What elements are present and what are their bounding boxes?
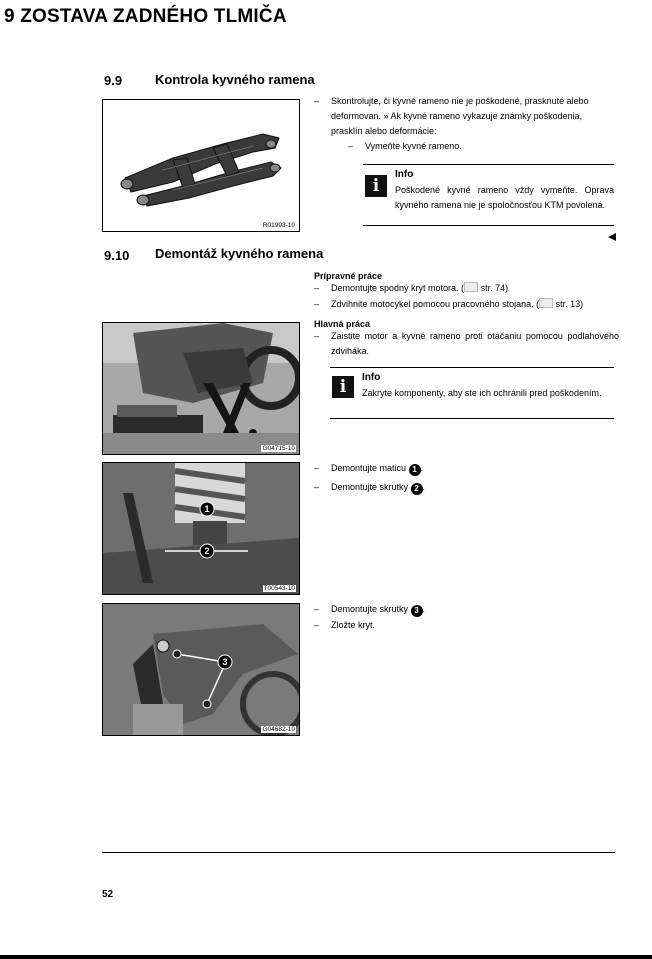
list-item-text: Demontujte skrutky (331, 482, 411, 492)
info-box (363, 164, 614, 226)
section-number: 9.10 (104, 248, 130, 263)
book-reference-icon (464, 282, 478, 292)
info-title: Info (362, 372, 381, 383)
cover-bolts-illustration (103, 604, 299, 735)
section-title: Kontrola kyvného ramena (155, 72, 315, 87)
info-text: Zakryte komponenty, aby ste ich ochránili pred poškodením. (362, 388, 602, 398)
figure-code: R01993-10 (262, 222, 295, 229)
bullet-dash: – (314, 604, 320, 614)
swingarm-figure (102, 99, 300, 232)
list-item (314, 94, 614, 139)
info-title: Info (395, 169, 414, 180)
list-item: – Demontujte skrutky 2 . (314, 482, 426, 493)
list-item-text: Demontujte maticu (331, 463, 409, 473)
bullet-dash: – (314, 96, 320, 106)
bullet-dash: – (314, 283, 320, 293)
bullet-dash: – (314, 620, 320, 630)
callout-1: 1 (204, 504, 210, 514)
figure-code: T00543-10 (263, 585, 295, 592)
swingarm-illustration (103, 100, 299, 231)
subheading-prep: Prípravné práce (314, 271, 383, 281)
motorcycle-stand-illustration (103, 323, 299, 454)
bullet-dash: – (314, 331, 320, 341)
bullet-dash: – (314, 299, 320, 309)
list-item-text: Demontujte spodný kryt motora. ( (331, 283, 465, 293)
sub-list-item-text: Vymeňte kyvné rameno. (365, 141, 462, 151)
list-item-text: Demontujte skrutky (331, 604, 411, 614)
callout-2: 2 (204, 546, 210, 556)
info-icon: i (365, 175, 387, 197)
section-number: 9.9 (104, 73, 123, 88)
list-item-text: Zaistite motor a kyvné rameno proti otáčaniu pomocou podlahového zdviháka. (331, 331, 619, 356)
cover-bolts-photo (102, 603, 300, 736)
info-box (330, 367, 614, 419)
bullet-dash: – (314, 482, 320, 492)
page-number: 52 (102, 889, 114, 900)
list-item: – Demontujte skrutky 3 . (314, 604, 426, 615)
list-item (314, 297, 624, 312)
sub-list-item (348, 139, 614, 154)
book-reference-icon (539, 298, 553, 308)
list-item (314, 618, 614, 633)
info-text: Poškodené kyvné rameno vždy vymeňte. Oprava kyvného ramena nie je spoločnosťou KTM povolená. (395, 185, 614, 210)
shock-absorber-illustration (103, 463, 299, 594)
end-of-section-marker (608, 233, 616, 241)
callout-badge: 1 (409, 464, 421, 476)
list-item (314, 329, 619, 359)
bottom-bar (0, 955, 652, 959)
subheading-main: Hlavná práca (314, 319, 371, 329)
list-item-text: Zložte kryt. (331, 620, 376, 630)
shock-absorber-photo (102, 462, 300, 595)
chapter-title: 9 ZOSTAVA ZADNÉHO TLMIČA (4, 6, 287, 27)
page-reference[interactable]: str. 74) (478, 283, 509, 293)
page-reference[interactable]: str. 13) (553, 299, 584, 309)
list-item-text: Zdvihnite motocykel pomocou pracovného stojana. ( (331, 299, 540, 309)
callout-badge: 2 (411, 483, 423, 495)
callout-3: 3 (222, 657, 228, 667)
info-icon: i (332, 376, 354, 398)
list-item (314, 281, 619, 296)
figure-code: G04682-10 (262, 726, 295, 733)
list-item: – Demontujte maticu 1 . (314, 463, 424, 474)
motorcycle-stand-photo (102, 322, 300, 455)
callout-badge: 3 (411, 605, 423, 617)
footer-divider (102, 852, 615, 853)
list-item-text: Skontrolujte, či kyvné rameno nie je poškodené, prasknuté alebo deformovan. » Ak kyvné rameno vykazuje známky poškodenia, prasklín alebo deformácie: (331, 96, 589, 136)
bullet-dash: – (348, 141, 354, 151)
section-title: Demontáž kyvného ramena (155, 246, 324, 261)
figure-code: G04715-10 (262, 445, 295, 452)
bullet-dash: – (314, 463, 320, 473)
